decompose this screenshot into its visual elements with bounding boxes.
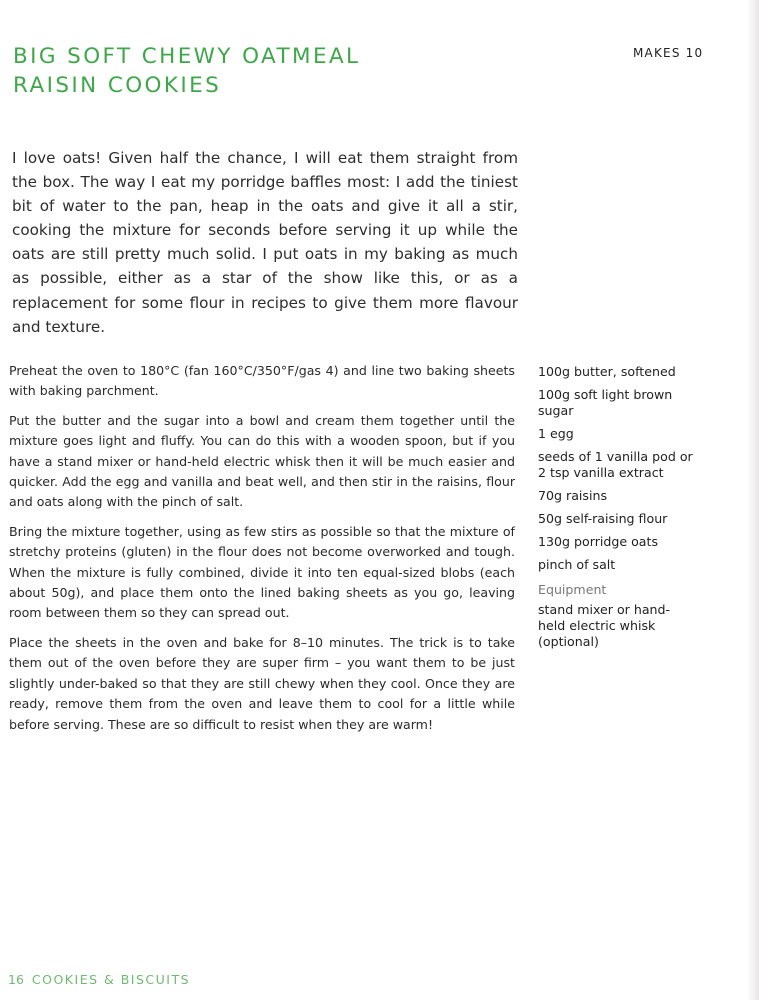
ingredient-item: 100g butter, softened: [538, 364, 676, 379]
equipment-heading: Equipment: [538, 582, 607, 597]
recipe-title-line-2: RAISIN COOKIES: [13, 73, 222, 98]
method-step: Place the sheets in the oven and bake for 8–10 minutes. The trick is to take them out of the oven before they are super firm – you want them to be just slightly under-baked so that they are still chewy when they cool. Once they are ready, remove them from the oven and leave them to cool for a little while before serving. These are so difficult to resist when they are warm!: [9, 634, 515, 732]
page-footer: [8, 972, 190, 987]
recipe-yield: MAKES 10: [633, 46, 704, 60]
ingredient-item: 100g soft light brown sugar: [538, 387, 673, 418]
ingredient-item: 70g raisins: [538, 488, 608, 503]
recipe-title-line-1: BIG SOFT CHEWY OATMEAL: [13, 44, 361, 69]
page-number: 16: [8, 972, 24, 987]
recipe-title: [13, 42, 473, 100]
ingredient-item: 50g self-raising flour: [538, 511, 668, 526]
ingredient-item: 1 egg: [538, 426, 574, 441]
method-step: Preheat the oven to 180°C (fan 160°C/350°F/gas 4) and line two baking sheets with baking parchment.: [9, 363, 515, 399]
recipe-intro: I love oats! Given half the chance, I will eat them straight from the box. The way I eat my porridge baffles most: I add the tiniest bit of water to the pan, heap in the oats and give it all a stir, cooking the mixture for seconds before serving it up while the oats are still pretty much solid. I put oats in my baking as much as possible, either as a star of the show like this, or as a replacement for some flour in recipes to give them more flavour and texture.: [12, 149, 518, 336]
ingredient-item: 130g porridge oats: [538, 534, 659, 549]
equipment-item: stand mixer or hand-held electric whisk (optional): [538, 602, 671, 649]
page-gutter-shadow: [747, 0, 759, 1000]
section-name: COOKIES & BISCUITS: [31, 972, 191, 987]
recipe-method: [9, 361, 515, 744]
method-step: Put the butter and the sugar into a bowl and cream them together until the mixture goes light and fluffy. You can do this with a wooden spoon, but if you have a stand mixer or hand-held electric whisk then it will be much easier and quicker. Add the egg and vanilla and beat well, and then stir in the raisins, flour and oats along with the pinch of salt.: [9, 412, 515, 510]
ingredients-list: [538, 364, 708, 657]
ingredient-item: pinch of salt: [538, 557, 616, 572]
ingredient-item: seeds of 1 vanilla pod or 2 tsp vanilla extract: [538, 449, 693, 480]
method-step: Bring the mixture together, using as few stirs as possible so that the mixture of stretchy proteins (gluten) in the flour does not become overworked and tough. When the mixture is fully combined, divide it into ten equal-sized blobs (each about 50g), and place them onto the lined baking sheets as you go, leaving room between them so they can spread out.: [9, 523, 515, 621]
